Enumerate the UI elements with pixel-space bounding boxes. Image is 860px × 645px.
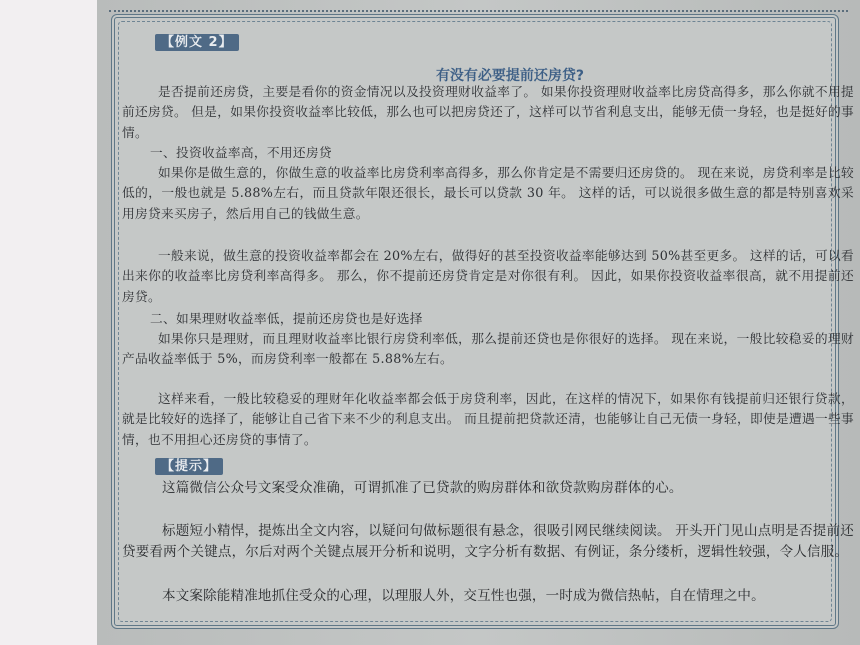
decorative-frame — [111, 14, 854, 629]
section2-heading: 二、如果理财收益率低，提前还房贷也是好选择 — [150, 311, 423, 326]
example-label-tag: 【例文 2】 — [155, 34, 239, 51]
left-blank-margin — [0, 0, 97, 645]
section1-heading: 一、投资收益率高，不用还房贷 — [150, 145, 332, 160]
article-intro: 是否提前还房贷，主要是看你的资金情况以及投资理财收益率了。 如果你投资理财收益率比房贷高得多，那么你就不用提前还房贷。 但是，如果你投资收益率比较低，那么也可以把房贷还了，这样可以节省利息支出，能够无债一身轻，也是挺好的事情。 — [122, 84, 854, 140]
tip-paragraph3: 本文案除能精准地抓住受众的心理，以理服人外，交互性也强，一时成为微信热帖，自在情理之中。 — [162, 588, 765, 604]
top-decorative-border — [109, 0, 848, 12]
tip-label-tag: 【提示】 — [155, 458, 223, 475]
tip-paragraph1: 这篇微信公众号文案受众准确，可谓抓准了已贷款的购房群体和欲贷款购房群体的心。 — [162, 480, 683, 496]
tip-paragraph2: 标题短小精悍，提炼出全文内容，以疑问句做标题很有悬念，很吸引网民继续阅读。 开头开门见山点明是否提前还贷要看两个关键点，尔后对两个关键点展开分析和说明，文字分析有数据、有例证，条分缕析，逻辑性较强，令人信服。 — [122, 523, 854, 561]
article-title: 有没有必要提前还房贷? — [435, 68, 585, 84]
page-photo — [97, 0, 860, 645]
section1-paragraph2: 一般来说，做生意的投资收益率都会在 20%左右，做得好的甚至投资收益率能够达到 50%甚至更多。 这样的话，可以看出来你的收益率比房贷利率高得多。 那么，你不提前还房贷肯定是对你很有利。 因此，如果你投资收益率很高，就不用提前还房贷。 — [122, 248, 854, 304]
section2-paragraph1: 如果你只是理财，而且理财收益率比银行房贷利率低，那么提前还贷也是你很好的选择。 现在来说，一般比较稳妥的理财产品收益率低于 5%，而房贷利率一般都在 5.88%左右。 — [122, 331, 854, 367]
section2-paragraph2: 这样来看，一般比较稳妥的理财年化收益率都会低于房贷利率，因此，在这样的情况下，如果你有钱提前归还银行贷款，就是比较好的选择了，能够让自己省下来不少的利息支出。 而且提前把贷款还清，也能够让自己无债一身轻，即使是遭遇一些事情，也不用担心还房贷的事情了。 — [122, 391, 854, 447]
section1-paragraph1: 如果你是做生意的，你做生意的收益率比房贷利率高得多，那么你肯定是不需要归还房贷的。 现在来说，房贷利率是比较低的，一般也就是 5.88%左右，而且贷款年限还很长，最长可以贷款 30 年。 这样的话，可以说很多做生意的都是特别喜欢采用房贷来买房子，然后用自己的钱做生意。 — [122, 165, 854, 221]
